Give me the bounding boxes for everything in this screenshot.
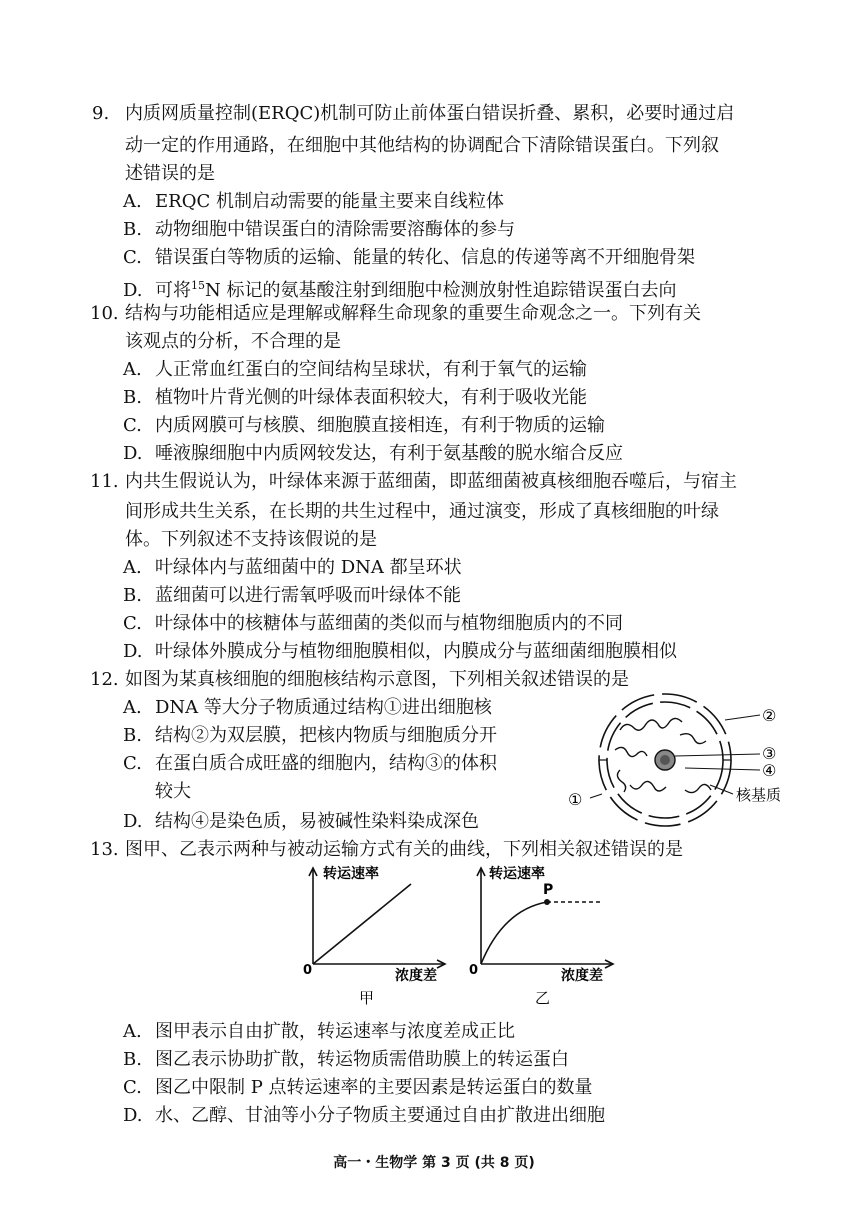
q9-option-d: D. 可将$^{15}$N 标记的氨基酸注射到细胞中检测放射性追踪错误蛋白去向 <box>123 279 677 301</box>
q11-number: 11. <box>90 471 119 492</box>
q9-option-a: A. ERQC 机制启动需要的能量主要来自线粒体 <box>123 191 504 212</box>
q10-option-b: B. 植物叶片背光侧的叶绿体表面积较大，有利于吸收光能 <box>123 387 587 408</box>
q11-option-d: D. 叶绿体外膜成分与植物细胞膜相似，内膜成分与蓝细菌细胞膜相似 <box>123 641 677 662</box>
label-2: ② <box>762 706 777 725</box>
q11-stem-line-1: 内共生假说认为，叶绿体来源于蓝细菌，即蓝细菌被真核细胞吞噬后，与宿主 <box>125 471 737 492</box>
graph-a <box>295 862 455 1007</box>
q11-stem-line-3: 体。下列叙述不支持该假说的是 <box>125 529 377 550</box>
graph-a-xlabel: 浓度差 <box>395 968 437 984</box>
page-footer: 高一・生物学 第 3 页 (共 8 页) <box>333 1155 535 1171</box>
q13-option-d: D. 水、乙醇、甘油等小分子物质主要通过自由扩散进出细胞 <box>123 1105 605 1126</box>
label-4: ④ <box>762 761 777 780</box>
graph-b-curve <box>481 902 547 964</box>
q12-option-a: A. DNA 等大分子物质通过结构①进出细胞核 <box>123 697 492 718</box>
q12-option-c-continued: 较大 <box>155 781 191 802</box>
graph-b-point-label: P <box>543 882 554 898</box>
nucleus-diagram <box>560 690 800 830</box>
graph-b-caption: 乙 <box>535 989 551 1007</box>
q9-stem-line-1: 内质网质量控制(ERQC)机制可防止前体蛋白错误折叠、累积，必要时通过启 <box>125 103 735 124</box>
q10-number: 10. <box>90 303 119 324</box>
q13-stem-line-1: 图甲、乙表示两种与被动运输方式有关的曲线，下列相关叙述错误的是 <box>125 839 683 860</box>
graph-b-point-p <box>544 899 550 905</box>
q9-option-b: B. 动物细胞中错误蛋白的清除需要溶酶体的参与 <box>123 219 515 240</box>
q9-number: 9. <box>92 103 110 124</box>
q10-stem-line-1: 结构与功能相适应是理解或解释生命现象的重要生命观念之一。下列有关 <box>125 303 701 324</box>
q9-stem-line-3: 述错误的是 <box>125 163 215 184</box>
q10-option-a: A. 人正常血红蛋白的空间结构呈球状，有利于氧气的运输 <box>123 359 587 380</box>
q11-option-c: C. 叶绿体中的核糖体与蓝细菌的类似而与植物细胞质内的不同 <box>123 613 623 634</box>
graph-a-ylabel: 转运速率 <box>323 866 379 882</box>
graph-a-caption: 甲 <box>359 989 375 1007</box>
q10-option-d: D. 唾液腺细胞中内质网较发达，有利于氨基酸的脱水缩合反应 <box>123 443 623 464</box>
q12-stem-line-1: 如图为某真核细胞的细胞核结构示意图，下列相关叙述错误的是 <box>125 669 629 690</box>
label-nuclear-matrix: 核基质 <box>736 786 782 804</box>
graph-b-xlabel: 浓度差 <box>561 968 603 984</box>
q13-option-a: A. 图甲表示自由扩散，转运速率与浓度差成正比 <box>123 1021 515 1042</box>
graph-a-curve <box>313 884 411 964</box>
graph-b <box>463 862 623 1007</box>
q10-option-c: C. 内质网膜可与核膜、细胞膜直接相连，有利于物质的运输 <box>123 415 605 436</box>
q12-option-d: D. 结构④是染色质，易被碱性染料染成深色 <box>123 811 479 832</box>
graph-a-origin: 0 <box>303 963 313 978</box>
graph-b-origin: 0 <box>469 963 479 978</box>
q12-option-b: B. 结构②为双层膜，把核内物质与细胞质分开 <box>123 725 497 746</box>
q13-number: 13. <box>90 839 119 860</box>
q11-option-a: A. 叶绿体内与蓝细菌中的 DNA 都呈环状 <box>123 557 462 578</box>
q12-number: 12. <box>90 669 119 690</box>
q12-option-c: C. 在蛋白质合成旺盛的细胞内，结构③的体积 <box>123 753 497 774</box>
label-1: ① <box>568 790 583 809</box>
q13-option-c: C. 图乙中限制 P 点转运速率的主要因素是转运蛋白的数量 <box>123 1077 593 1098</box>
q10-stem-line-2: 该观点的分析，不合理的是 <box>125 331 341 352</box>
q9-option-c: C. 错误蛋白等物质的运输、能量的转化、信息的传递等离不开细胞骨架 <box>123 247 695 268</box>
graph-b-ylabel: 转运速率 <box>489 866 545 882</box>
q11-option-b: B. 蓝细菌可以进行需氧呼吸而叶绿体不能 <box>123 585 461 606</box>
label-3: ③ <box>762 744 777 763</box>
q13-option-b: B. 图乙表示协助扩散，转运物质需借助膜上的转运蛋白 <box>123 1049 569 1070</box>
q11-stem-line-2: 间形成共生关系，在长期的共生过程中，通过演变，形成了真核细胞的叶绿 <box>125 501 719 522</box>
q9-stem-line-2: 动一定的作用通路，在细胞中其他结构的协调配合下清除错误蛋白。下列叙 <box>125 135 719 156</box>
